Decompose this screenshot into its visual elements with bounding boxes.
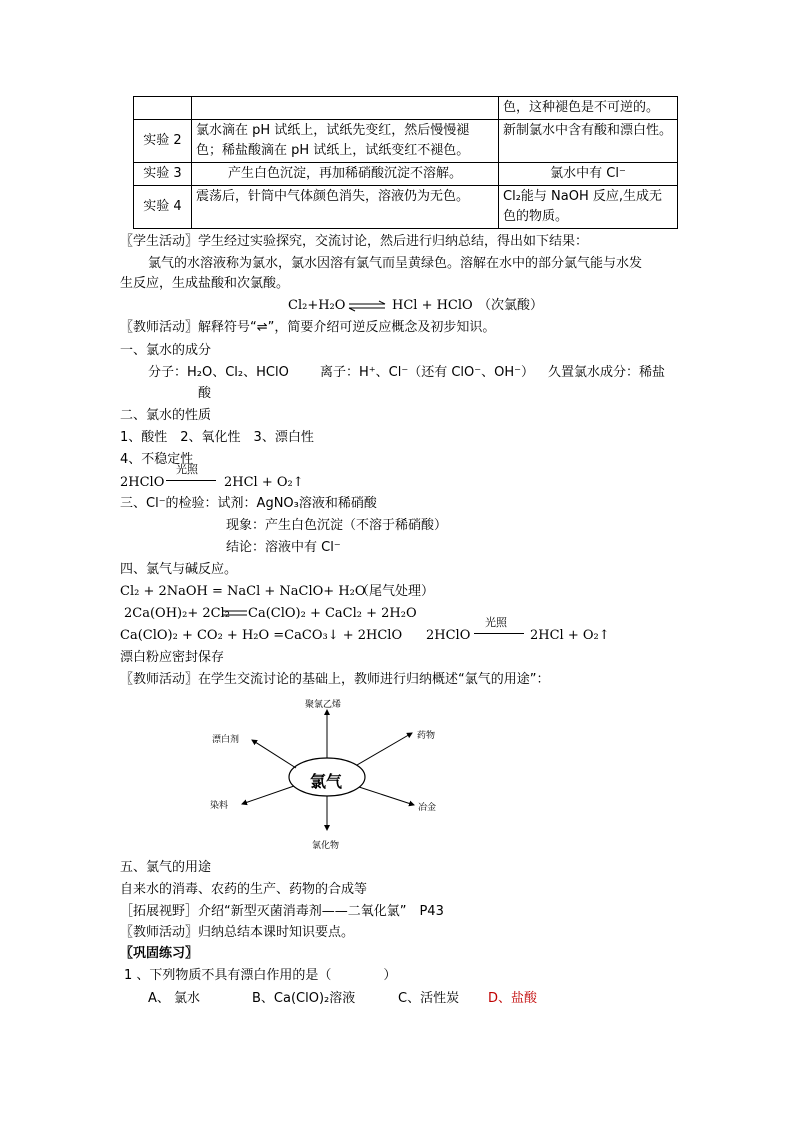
composition-molecules: 分子：H₂O、Cl₂、HClO — [148, 365, 289, 380]
table-cell-name: 实验 2 — [134, 120, 192, 163]
table-row — [134, 120, 678, 163]
equation-right: Ca(ClO)₂ + CaCl₂ + 2H₂O — [248, 606, 417, 621]
table-cell-phenomenon: 产生白色沉淀，再加稀硝酸沉淀不溶解。 — [192, 163, 499, 186]
uses-text: 自来水的消毒、农药的生产、药物的合成等 — [120, 882, 368, 897]
diagram-label-bottom: 氯化物 — [312, 841, 340, 851]
equation-note: （尾气处理） — [356, 584, 435, 599]
table-cell-conclusion: 色，这种褪色是不可逆的。 — [499, 97, 678, 120]
extension-note: ［拓展视野］介绍“新型灭菌消毒剂——二氧化氯” P43 — [120, 904, 444, 919]
option-b: B、Ca(ClO)₂溶液 — [252, 991, 356, 1006]
teacher-activity: 〖教师活动〗归纳总结本课时知识要点。 — [120, 925, 355, 940]
properties-list: 1、酸性 2、氧化性 3、漂白性 — [120, 430, 314, 445]
equation: Ca(ClO)₂ + CO₂ + H₂O =CaCO₃↓ + 2HClO — [120, 628, 403, 643]
diagram-label-left: 漂白剂 — [212, 735, 240, 745]
condition-line — [166, 480, 216, 481]
table-cell-phenomenon — [192, 97, 499, 120]
equation-right: HCl + HClO — [392, 298, 473, 313]
teacher-activity: 〖教师活动〗解释符号“⇌”，简要介绍可逆反应概念及初步知识。 — [120, 320, 496, 335]
equation-note: （次氯酸） — [478, 298, 544, 313]
table-cell-name: 实验 3 — [134, 163, 192, 186]
equals-sign-icon — [222, 608, 248, 618]
option-c: C、活性炭 — [398, 991, 460, 1006]
table-cell-phenomenon: 震荡后，针筒中气体颜色消失，溶液仍为无色。 — [192, 186, 499, 229]
table-cell-phenomenon: 氯水滴在 pH 试纸上，试纸先变红，然后慢慢褪色；稀盐酸滴在 pH 试纸上，试纸变红不褪色。 — [192, 120, 499, 163]
condition-label: 光照 — [176, 463, 198, 476]
experiment-table — [133, 96, 678, 229]
storage-note: 漂白粉应密封保存 — [120, 650, 225, 665]
question-text: 1 、下列物质不具有漂白作用的是（ ） — [124, 968, 397, 983]
section-title: 二、氯水的性质 — [120, 408, 212, 423]
equation-left: 2Ca(OH)₂+ 2Cl₂ — [124, 606, 230, 621]
chloride-test-line: 结论：溶液中有 Cl⁻ — [226, 540, 341, 555]
equation-right: 2HCl + O₂↑ — [224, 475, 304, 490]
condition-label: 光照 — [485, 616, 507, 629]
equation-left: 2HClO — [120, 475, 165, 490]
teacher-activity: 〖教师活动〗在学生交流讨论的基础上，教师进行归纳概述“氯气的用途”： — [120, 672, 550, 687]
equation-left: 2HClO — [426, 628, 471, 643]
diagram-label-top: 聚氯乙烯 — [305, 700, 342, 710]
composition-old-cont: 酸 — [198, 386, 212, 401]
table-row — [134, 163, 678, 186]
student-activity: 〖学生活动〗学生经过实验探究，交流讨论，然后进行归纳总结，得出如下结果： — [120, 234, 589, 249]
paragraph-line: 氯气的水溶液称为氯水，氯水因溶有氯气而呈黄绿色。溶解在水中的部分氯气能与水发 — [148, 256, 643, 271]
section-title: 一、氯水的成分 — [120, 343, 212, 358]
chloride-test-line: 三、Cl⁻的检验：试剂：AgNO₃溶液和稀硝酸 — [120, 496, 377, 511]
table-cell-conclusion: 新制氯水中含有酸和漂白性。 — [499, 120, 678, 163]
property-unstable: 4、不稳定性 — [120, 452, 194, 467]
paragraph-line: 生反应，生成盐酸和次氯酸。 — [120, 276, 290, 291]
reversible-arrow-icon — [347, 300, 387, 312]
diagram-label-bottom-left: 染料 — [210, 801, 229, 811]
equation: Cl₂ + 2NaOH = NaCl + NaClO+ H₂O — [120, 584, 366, 599]
section-title: 四、氯气与碱反应。 — [120, 562, 238, 577]
table-cell-name — [134, 97, 192, 120]
diagram-label-bottom-right: 冶金 — [418, 803, 437, 813]
table-cell-conclusion: 氯水中有 Cl⁻ — [499, 163, 678, 186]
table-row — [134, 186, 678, 229]
practice-title: 〖巩固练习〗 — [120, 946, 199, 961]
condition-line — [474, 633, 524, 634]
diagram-label-top-right: 药物 — [417, 731, 436, 741]
composition-old: 久置氯水成分：稀盐 — [548, 365, 666, 380]
option-a: A、 氯水 — [148, 991, 201, 1006]
table-row — [134, 97, 678, 120]
diagram-center-label: 氯气 — [310, 772, 343, 791]
equation-right: 2HCl + O₂↑ — [530, 628, 610, 643]
section-title: 五、氯气的用途 — [120, 860, 212, 875]
equation-left: Cl₂+H₂O — [288, 298, 346, 313]
composition-ions: 离子：H⁺、Cl⁻（还有 ClO⁻、OH⁻） — [320, 365, 534, 380]
table-cell-conclusion: Cl₂能与 NaOH 反应,生成无色的物质。 — [499, 186, 678, 229]
chloride-test-line: 现象：产生白色沉淀（不溶于稀硝酸） — [226, 518, 448, 533]
table-cell-name: 实验 4 — [134, 186, 192, 229]
option-d: D、盐酸 — [488, 991, 538, 1006]
